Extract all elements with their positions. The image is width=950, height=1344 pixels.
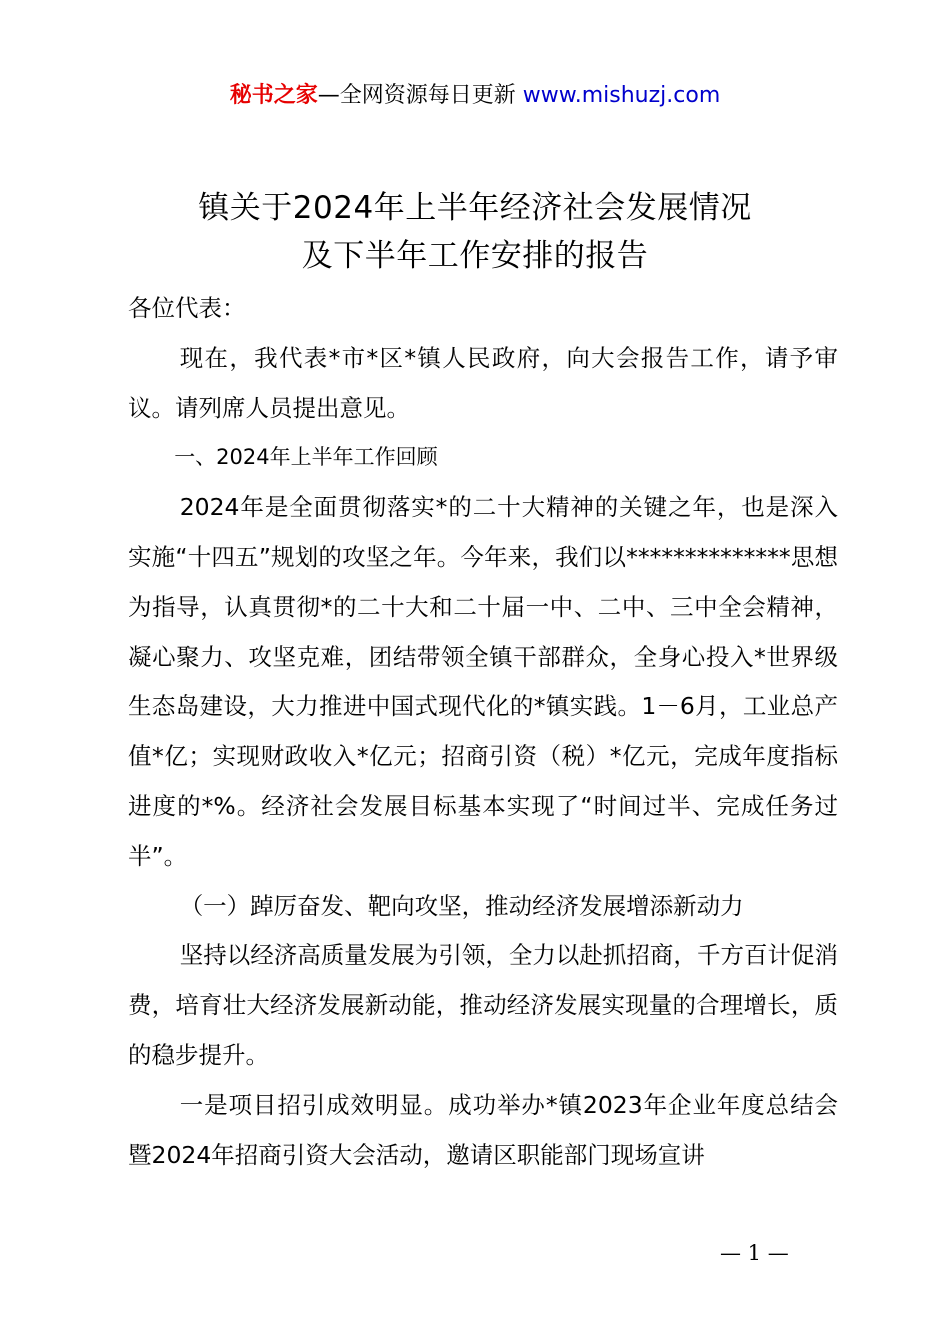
paragraph-economy: 坚持以经济高质量发展为引领，全力以赴抓招商，千方百计促消费，培育壮大经济发展新动能，推动经济发展实现量的合理增长，质的稳步提升。 bbox=[128, 941, 838, 1069]
banner-url-link[interactable]: www.mishuzj.com bbox=[522, 83, 721, 108]
paragraph-overview: 2024年是全面贯彻落实*的二十大精神的关键之年，也是深入实施“十四五”规划的攻坚之年。今年来，我们以**************思想为指导，认真贯彻*的二十大和二十届一中、二中、三中全会精神，凝心聚力、攻坚克难，团结带领全镇干部群众，全身心投入*世界级生态岛建设，大力推进中国式现代化的*镇实践。1－6月，工业总产值*亿；实现财政收入*亿元；招商引资（税）*亿元，完成年度指标进度的*%。经济社会发展目标基本实现了“时间过半、完成任务过半”。 bbox=[128, 493, 838, 870]
title-line-1: 镇关于2024年上半年经济社会发展情况 bbox=[198, 190, 752, 226]
document-body bbox=[128, 284, 838, 1180]
document-title bbox=[0, 184, 950, 280]
subsection-heading-1: （一）踔厉奋发、靶向攻坚，推动经济发展增添新动力 bbox=[179, 891, 744, 920]
banner-slogan: —全网资源每日更新 bbox=[317, 83, 516, 108]
banner-brand: 秘书之家 bbox=[229, 83, 318, 108]
page-number: — 1 — bbox=[720, 1241, 789, 1265]
site-banner bbox=[0, 78, 950, 114]
section-heading-1: 一、2024年上半年工作回顾 bbox=[174, 445, 438, 470]
title-line-2: 及下半年工作安排的报告 bbox=[301, 238, 649, 274]
salutation: 各位代表： bbox=[128, 294, 246, 322]
paragraph-intro: 现在，我代表*市*区*镇人民政府，向大会报告工作，请予审议。请列席人员提出意见。 bbox=[128, 343, 838, 422]
paragraph-projects: 一是项目招引成效明显。成功举办*镇2023年企业年度总结会暨2024年招商引资大会活动，邀请区职能部门现场宣讲 bbox=[128, 1090, 838, 1169]
